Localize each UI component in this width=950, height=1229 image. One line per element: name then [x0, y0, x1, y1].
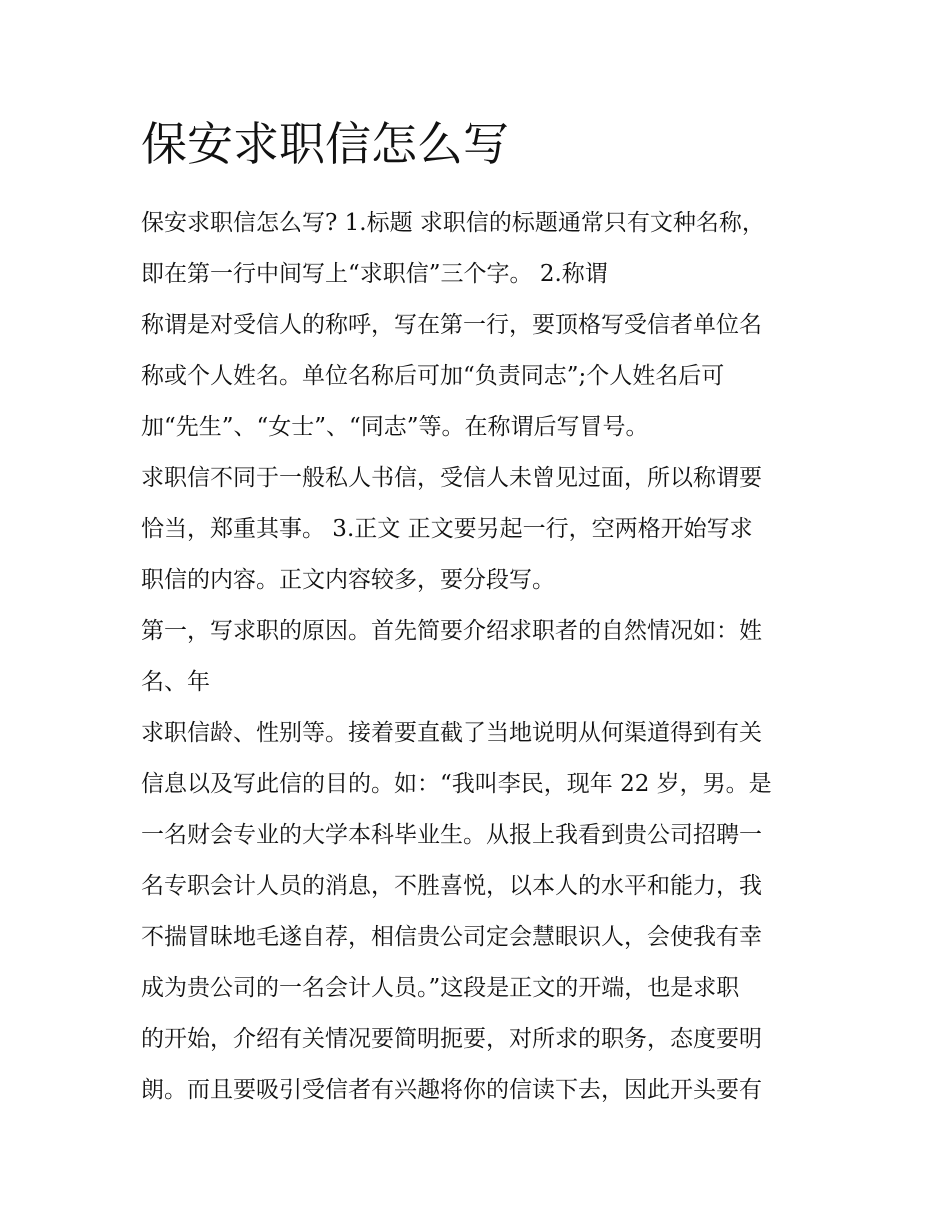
text-line: 称谓是对受信人的称呼，写在第一行，要顶格写受信者单位名 [141, 312, 762, 338]
text-line: 名专职会计人员的消息，不胜喜悦，以本人的水平和能力，我 [141, 873, 762, 899]
text-line: 朗。而且要吸引受信者有兴趣将你的信读下去，因此开头要有 [141, 1077, 762, 1103]
text-line: 求职信不同于一般私人书信，受信人未曾见过面，所以称谓要 [141, 465, 762, 491]
text-line: 恰当，郑重其事。 3.正文 正文要另起一行，空两格开始写求 [141, 516, 753, 542]
text-line: 称或个人姓名。单位名称后可加“负责同志”;个人姓名后可 [141, 363, 725, 389]
text-line: 信息以及写此信的目的。如：“我叫李民，现年 22 岁，男。是 [141, 771, 772, 797]
text-line: 第一，写求职的原因。首先简要介绍求职者的自然情况如：姓 [141, 618, 762, 644]
text-line: 职信的内容。正文内容较多，要分段写。 [141, 567, 555, 593]
text-line: 的开始，介绍有关情况要简明扼要，对所求的职务，态度要明 [141, 1026, 762, 1052]
text-line: 不揣冒昧地毛遂自荐，相信贵公司定会慧眼识人，会使我有幸 [141, 924, 762, 950]
text-line: 即在第一行中间写上“求职信”三个字。 2.称谓 [141, 261, 608, 287]
text-line: 保安求职信怎么写? 1.标题 求职信的标题通常只有文种名称， [141, 210, 765, 236]
text-line: 加“先生”、“女士”、“同志”等。在称谓后写冒号。 [141, 414, 649, 440]
document-body [141, 198, 821, 1116]
text-line: 求职信龄、性别等。接着要直截了当地说明从何渠道得到有关 [141, 720, 762, 746]
text-line: 一名财会专业的大学本科毕业生。从报上我看到贵公司招聘一 [141, 822, 762, 848]
text-line: 成为贵公司的一名会计人员。”这段是正文的开端，也是求职 [141, 975, 740, 1001]
page-title: 保安求职信怎么写 [141, 117, 509, 171]
text-line: 名、年 [141, 669, 210, 695]
